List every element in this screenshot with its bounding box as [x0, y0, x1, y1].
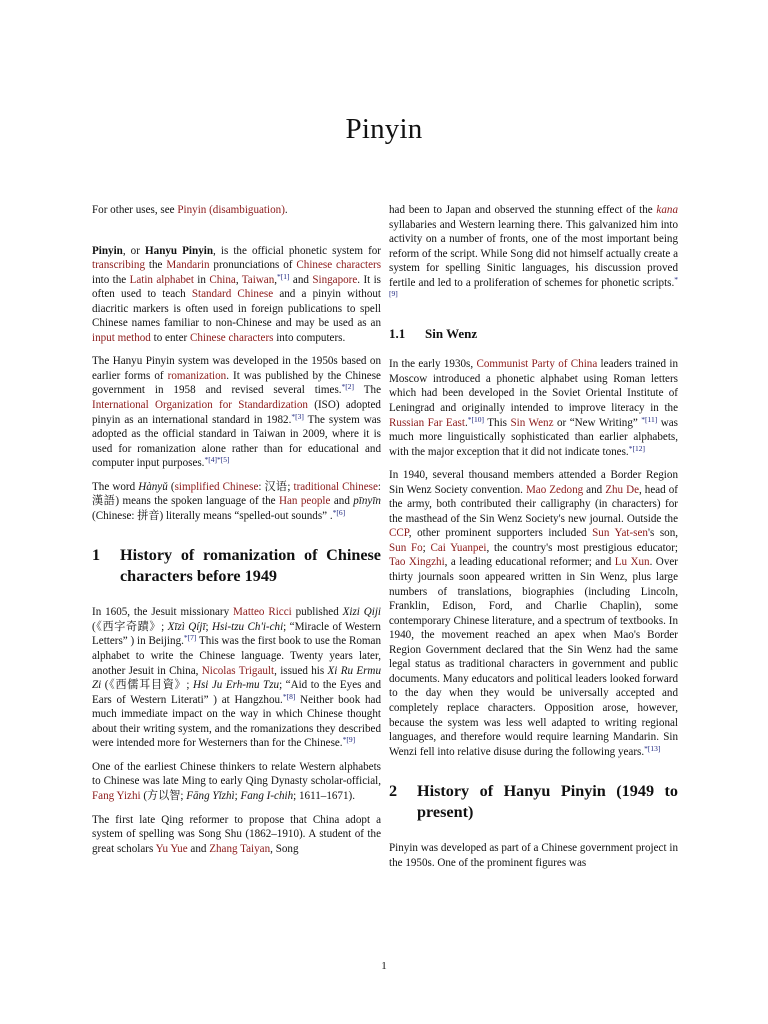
page-title: Pinyin	[345, 113, 423, 145]
right-column	[389, 203, 678, 879]
text: pronunciations of	[209, 259, 297, 272]
text: and	[330, 495, 354, 508]
link-lu-xun[interactable]: Lu Xun	[614, 556, 650, 569]
song-shu-continued	[389, 203, 678, 305]
link-traditional-chinese[interactable]: traditional Chinese	[293, 480, 378, 493]
section-number: 2	[389, 782, 398, 801]
text: , or	[122, 244, 146, 257]
link-sin-wenz[interactable]: Sin Wenz	[510, 416, 554, 429]
link-russian-far-east[interactable]: Russian Far East	[389, 416, 465, 429]
link-china[interactable]: China	[209, 273, 236, 286]
text: In the early 1930s,	[389, 358, 477, 371]
ricci-paragraph	[92, 605, 381, 750]
text: and	[289, 273, 313, 286]
link-romanization[interactable]: romanization	[167, 369, 227, 382]
text: . Over thirty journals soon appeared written in Sin Wenz, plus large numbers of translations, biographies (including Lincoln, Franklin, Edison, Ford, and Charlie Chaplin), some contemporary Chinese literature, and a spectrum of textbooks. In 1940, the movement reached an apex when Mao's Border Region Government declared that the Sin Wenz had the same legal status as traditional characters in government and public documents. Many educators and political leaders looked forward to the day when they would be universally accepted and completely replace characters. Opposition arose, however, because the system was less well adapted to writing regional languages, and therefore would require learning Mandarin. Sin Wenzi fell into relative disuse during the following years.	[389, 556, 678, 758]
hatnote-end: .	[284, 204, 288, 216]
citation-12[interactable]: *[12]	[628, 443, 645, 453]
text: ;	[422, 541, 431, 554]
text: ;	[234, 789, 241, 802]
term-hanyu-pinyin: Hanyu Pinyin	[145, 244, 213, 257]
citation-4[interactable]: *[4]	[204, 455, 217, 465]
disambiguation-link[interactable]: Pinyin (disambiguation)	[177, 204, 285, 216]
text: , Song	[270, 842, 299, 855]
term: Hsi Ju Erh-mu Tzu	[192, 679, 280, 692]
link-taiwan[interactable]: Taiwan	[241, 273, 275, 286]
text: In 1940, several thousand members attended a Border Region Sin Wenz Society convention.	[389, 469, 678, 496]
link-mao-zedong[interactable]: Mao Zedong	[525, 483, 584, 496]
text: into the	[92, 273, 130, 286]
link-simplified-chinese[interactable]: simplified Chinese	[174, 480, 259, 493]
section-1-1-heading	[389, 327, 678, 342]
text: syllabaries and Western learning there. This galvanized him into activity on a number of fronts, one of the most important being reform of the script. While Song did not himself actually create a system for spelling Sinitic languages, his discussion proved fertile and led to a proliferation of schemes for phonetic scripts.	[389, 218, 678, 289]
text: This	[484, 416, 511, 429]
link-zhu-de[interactable]: Zhu De	[605, 483, 640, 496]
text: The word	[92, 480, 139, 493]
text: The system was adopted as the official standard in Taiwan in 2009, where it is used for romanization alone rather than for educational and computer input purposes.	[92, 413, 381, 470]
text: The Hanyu Pinyin system was developed in the 1950s based on earlier forms of	[92, 355, 381, 382]
text: had been to Japan and observed the stunning effect of the	[389, 204, 657, 216]
text: The	[354, 384, 382, 397]
link-input-method[interactable]: input method	[92, 331, 151, 344]
section-title: Sin Wenz	[425, 325, 478, 341]
text: . It was published by the Chinese government in 1958 and revised several times.	[92, 369, 381, 397]
citation-11[interactable]: *[11]	[641, 414, 658, 424]
term: Fang I-chih	[240, 789, 294, 802]
history-paragraph	[92, 354, 381, 470]
text: .	[464, 416, 468, 429]
citation-1[interactable]: *[1]	[277, 271, 290, 281]
fang-yizhi-paragraph	[92, 760, 381, 804]
text: ,	[274, 273, 278, 286]
term: Xi Ru Ermu Zi	[92, 664, 381, 692]
link-tao-xingzhi[interactable]: Tao Xingzhi	[389, 556, 445, 569]
text: or “New Writing”	[553, 416, 642, 429]
text: In 1605, the Jesuit missionary	[92, 606, 234, 619]
text: into computers.	[273, 331, 346, 344]
text: published	[291, 606, 343, 619]
term-pinyin: Pinyin	[92, 244, 123, 257]
text: in	[193, 273, 210, 286]
text: and a pinyin without diacritic markers is often used in foreign publications to spell Chinese names familiar to non-Chinese and may be used as an	[92, 288, 381, 330]
text: (方以智;	[140, 789, 187, 802]
text: One of the earliest Chinese thinkers to relate Western alphabets to Chinese was late Ming to early Qing Dynasty scholar-official,	[92, 760, 381, 788]
citation-5[interactable]: *[5]	[216, 455, 230, 465]
section-number: 1.1	[389, 325, 406, 341]
link-communist-party-of-china[interactable]: Communist Party of China	[476, 358, 598, 371]
citation-8[interactable]: *[8]	[282, 691, 296, 701]
intro-paragraph	[92, 244, 381, 346]
text: ,	[235, 273, 242, 286]
term-hanyu: Hànyǔ	[138, 480, 168, 493]
term-kana[interactable]: kana	[656, 204, 678, 216]
hatnote-text: For other uses, see	[92, 204, 178, 216]
text: ; “Aid to the Eyes and Ears of Western Literati” ) at Hangzhou.	[92, 679, 381, 706]
hanyu-pinyin-history-paragraph	[389, 841, 678, 870]
term: Xīzì Qíjī	[167, 620, 206, 633]
text: the	[145, 259, 167, 272]
section-title: History of Hanyu Pinyin (1949 to present)	[417, 782, 678, 822]
term-pinyin-tonal: pīnyīn	[353, 495, 381, 508]
text: The first late Qing reformer to propose that China adopt a system of spelling was Song Shu (1862–1910). A student of the great scholars	[92, 813, 381, 855]
song-shu-paragraph	[92, 813, 381, 857]
link-nicolas-trigault[interactable]: Nicolas Trigault	[201, 664, 275, 677]
link-yu-yue[interactable]: Yu Yue	[155, 842, 188, 855]
link-zhang-taiyan[interactable]: Zhang Taiyan	[209, 842, 271, 855]
link-kana[interactable]	[656, 204, 678, 216]
link-ccp[interactable]: CCP	[389, 527, 409, 540]
link-cai-yuanpei[interactable]: Cai Yuanpei	[430, 541, 487, 554]
text: , other prominent supporters included	[408, 527, 593, 540]
term: Fāng Yǐzhì	[186, 789, 235, 802]
text: , head of the army, both contributed their calligraphy (in characters) for the masthead of the Sin Wenz Society's new journal. Outside the	[389, 483, 678, 525]
text: (《西字奇蹟》;	[92, 620, 168, 633]
hatnote	[92, 203, 381, 218]
link-han-people[interactable]: Han people	[279, 495, 331, 508]
convention-paragraph	[389, 468, 678, 759]
text: Neither book had much immediate impact on the way in which Chinese thought about their writing system, and the romanizations they described were intended more for Westerners than for the Chinese.	[92, 693, 381, 750]
text: : 漢語) means the spoken language of the	[92, 480, 381, 508]
link-matteo-ricci[interactable]: Matteo Ricci	[233, 606, 292, 619]
citation-2[interactable]: *[2]	[341, 382, 355, 392]
text: (Chinese: 拼音) literally means “spelled-out sounds” .	[92, 509, 333, 522]
left-column	[92, 203, 381, 865]
text: (ISO) adopted pinyin as an international standard in 1982.	[92, 399, 381, 426]
section-2-heading	[389, 781, 678, 823]
sin-wenz-paragraph	[389, 357, 678, 459]
text: : 汉语;	[258, 480, 294, 493]
text: This was the first book to use the Roman alphabet to write the Chinese language. Twenty years later, another Jesuit in China,	[92, 635, 381, 677]
citation-9[interactable]: *[9]	[389, 274, 678, 299]
link-mandarin[interactable]: Mandarin	[166, 259, 210, 272]
text: to enter	[150, 331, 190, 344]
link-fang-yizhi[interactable]: Fang Yizhi	[92, 789, 141, 802]
text: (	[167, 480, 175, 493]
text: , a leading educational reformer; and	[444, 556, 615, 569]
term: Hsi-tzu Ch'i-chi	[212, 620, 284, 633]
citation-6[interactable]: *[6]	[332, 507, 346, 517]
text: ; 1611–1671).	[293, 789, 355, 802]
link-latin-alphabet[interactable]: Latin alphabet	[129, 273, 194, 286]
citation-7[interactable]: *[7]	[183, 633, 197, 643]
citation-3[interactable]: *[3]	[291, 411, 304, 421]
citation-10[interactable]: *[10]	[467, 414, 484, 424]
link-chinese-characters[interactable]: Chinese characters	[296, 259, 382, 272]
text: 's son,	[647, 527, 679, 540]
term: Xizi Qiji	[342, 606, 381, 619]
text: ; “Miracle of Western Letters” ) in Beijing.	[92, 620, 381, 648]
link-singapore[interactable]: Singapore	[312, 273, 358, 286]
citation-13[interactable]: *[13]	[644, 743, 661, 753]
text: Pinyin was developed as part of a Chinese government project in the 1950s. One of the prominent figures was	[389, 842, 678, 869]
citation-9[interactable]: *[9]	[342, 735, 356, 745]
link-standard-chinese[interactable]: Standard Chinese	[191, 288, 274, 301]
link-iso[interactable]: International Organization for Standardization	[92, 399, 308, 412]
section-number: 1	[92, 546, 101, 565]
text: , is the official phonetic system for	[213, 244, 382, 257]
link-sun-fo[interactable]: Sun Fo	[389, 541, 423, 554]
text: , the country's most prestigious educator;	[486, 541, 679, 554]
text: and	[187, 842, 210, 855]
link-transcribing[interactable]: transcribing	[92, 259, 145, 272]
etymology-paragraph	[92, 480, 381, 524]
text: was much more linguistically sophisticated than earlier alphabets, with the major exception that it did not indicate tones.	[389, 416, 678, 458]
text: . It is often used to teach	[92, 273, 381, 301]
link-sun-yat-sen[interactable]: Sun Yat-sen	[592, 527, 648, 540]
page-number: 1	[381, 960, 387, 972]
text: leaders trained in Moscow introduced a phonetic alphabet using Roman letters which had been developed in the Soviet Oriental Institute of Leningrad and originally intended to improve literacy in the	[389, 358, 678, 415]
section-title: History of romanization of Chinese characters before 1949	[120, 546, 381, 586]
text: , issued his	[274, 664, 328, 677]
section-1-heading	[92, 545, 381, 587]
text: (《西儒耳目資》;	[101, 679, 193, 692]
text: and	[583, 483, 606, 496]
link-chinese-characters[interactable]: Chinese characters	[189, 331, 274, 344]
text: ;	[205, 620, 213, 633]
